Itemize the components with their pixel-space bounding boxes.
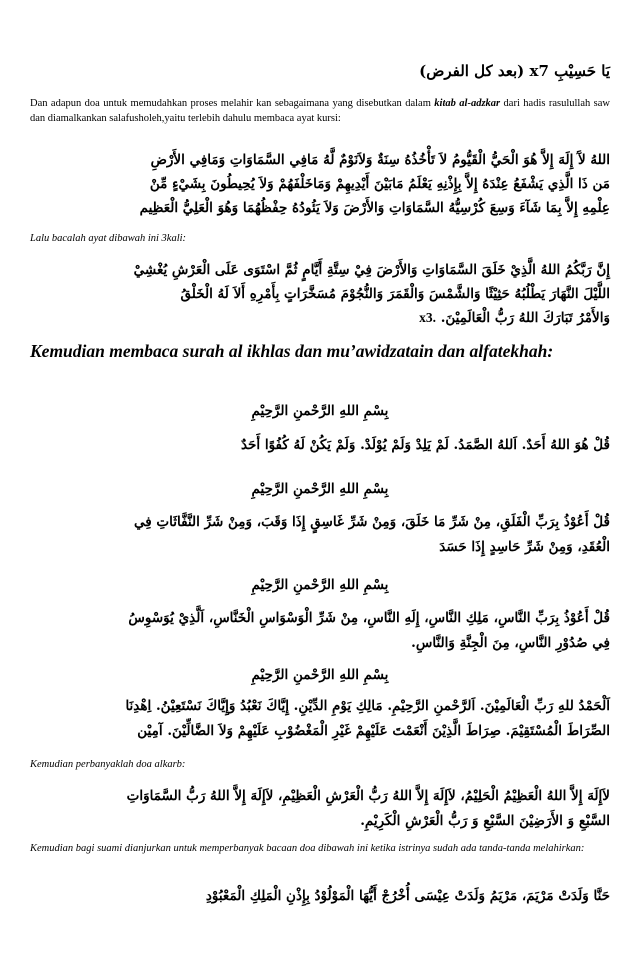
repeat-count-x3: x3. — [419, 310, 436, 325]
basmalah-1: بِسْمِ اللهِ الرَّحْمنِ الرَّحِيْمِ — [251, 403, 389, 419]
ayat-araf-line: إِنَّ رَبَّكُمُ اللهُ الَّذِيْ خَلَقَ السَّمَاوَاتِ وَالأَرْضَ فِيْ سِتَّةِ أَيَّامٍ ثُمَّ اسْتَوَى عَلَى الْعَرْشِ يُغْشِيْ — [133, 262, 610, 278]
section-heading: Kemudian membaca surah al ikhlas dan mu’awidzatain dan alfatekhah: — [30, 341, 554, 361]
ayat-kursi-line: اللهُ لآَ إِلَهَ إِلاَّ هُوَ الْحَيُّ الْقَيُّومُ لاَ تَأْخُذُهُ سِنَةٌ وَلاَنَوْمٌ لَّهُ مَافِي السَّمَاوَاتِ وَمَافِي الأَرْضِ — [150, 152, 610, 168]
surah-falaq-line: قُلْ أَعُوْذُ بِرَبِّ الْفَلَقِ، مِنْ شَرِّ مَا خَلَقَ، وَمِنْ شَرِّ غَاسِقٍ إِذَا وَقَبَ، وَمِنْ شَرِّ النَّفَّاثَاتِ فِي — [134, 514, 610, 530]
surah-fatihah-line: اَلْحَمْدُ للهِ رَبِّ الْعَالَمِيْنَ. اَلرَّحْمنِ الرَّحِيْمِ. مَالِكِ يَوْمِ الدِّيْنِ. إِيَّاكَ نَعْبُدُ وَإِيَّاكَ نَسْتَعِيْنُ. اِهْدِنَا — [125, 698, 610, 714]
doa-karb-line: لاَإِلَهَ إِلاَّ اللهُ الْعَظِيْمُ الْحَلِيْمُ، لاَإِلَهَ إِلاَّ اللهُ رَبُّ الْعَرْشِ الْعَظِيْمِ، لاَإِلَهَ إِلاَّ اللهُ رَبُّ السَّمَاوَاتِ — [126, 788, 610, 804]
ayat-kursi-line: عِلْمِهِ إِلاَّ بِمَا شَآءَ وَسِعَ كُرْسِيُّهُ السَّمَاوَاتِ وَالأَرْضَ وَلاَ يَئُودُهُ حِفْظُهُمَا وَهُوَ الْعَلِيُّ الْعَظِيم — [139, 200, 610, 216]
basmalah-3: بِسْمِ اللهِ الرَّحْمنِ الرَّحِيْمِ — [251, 577, 389, 593]
intro-kitab-name: kitab al-adzkar — [434, 98, 501, 109]
ayat-kursi-block — [30, 148, 610, 220]
instruction-lalu: Lalu bacalah ayat dibawah ini 3kali: — [30, 233, 187, 244]
surah-fatihah — [30, 694, 610, 744]
surah-falaq-line: الْعُقَدِ، وَمِنْ شَرِّ حَاسِدٍ إِذَا حَسَدَ — [439, 539, 610, 555]
doa-title-line: يَا حَسِيْبِ x7 (بعد كل الفرض) — [419, 62, 610, 80]
surah-nas-line: قُلْ أَعُوْذُ بِرَبِّ النَّاسِ، مَلِكِ النَّاسِ، إِلَهِ النَّاسِ، مِنْ شَرِّ الْوَسْوَاسِ الْخَنَّاسِ، اَلَّذِيْ يُوَسْوِسُ — [128, 610, 610, 626]
surah-ikhlas: قُلْ هُوَ اللهُ أَحَدٌ. اَللهُ الصَّمَدُ. لَمْ يَلِدْ وَلَمْ يُوْلَدْ. وَلَمْ يَكُنْ لَهُ كُفُوًا أَحَدٌ — [240, 437, 610, 453]
intro-paragraph — [30, 96, 610, 126]
intro-text-2: dari hadis rasulullah saw dan diamalkankan salafusholeh,yaitu terlebih dahulu membaca ayat kursi: — [30, 98, 611, 124]
doa-suami: حَنَّا وَلَدَتْ مَرْيَمَ، مَرْيَمُ وَلَدَتْ عِيْسَى أُخْرُجْ أَيُّهَا الْمَوْلُوْدُ بِإِذْنِ الْمَلِكِ الْمَعْبُوْدِ — [205, 888, 610, 904]
ayat-araf-line — [30, 306, 610, 330]
surah-nas-line: فِي صُدُوْرِ النَّاسِ، مِنَ الْجِنَّةِ وَالنَّاسِ. — [411, 635, 610, 651]
basmalah-4: بِسْمِ اللهِ الرَّحْمنِ الرَّحِيْمِ — [251, 667, 389, 683]
surah-nas — [30, 606, 610, 656]
doa-karb — [30, 784, 610, 834]
surah-falaq — [30, 510, 610, 560]
surah-fatihah-line: الصِّرَاطَ الْمُسْتَقِيْمَ. صِرَاطَ الَّذِيْنَ أَنْعَمْتَ عَلَيْهِمْ غَيْرِ الْمَغْضُوْبِ عَلَيْهِمْ وَلاَ الضَّالِّيْنَ. آمِيْن — [137, 723, 610, 739]
ayat-kursi-line: مَن ذَا الَّذِي يَشْفَعُ عِنْدَهُ إِلاَّ بِإِذْنِهِ يَعْلَمُ مَابَيْنَ أَيْدِيهِمْ وَمَاخَلْفَهُمْ وَلاَ يُحِيطُونَ بِشَيْءٍ مِّنْ — [149, 176, 610, 192]
instruction-perbanyak: Kemudian perbanyaklah doa alkarb: — [30, 759, 186, 770]
ayat-araf-line: اللَّيْلَ النَّهَارَ يَطْلُبُهُ حَثِيْثًا وَالشَّمْسَ وَالْقَمَرَ وَالنُّجُوْمَ مُسَخَّرَاتٍ بِأَمْرِهِ أَلاَ لَهُ الْخَلْقُ — [180, 286, 610, 302]
ayat-araf-last: وَالأَمْرُ تَبَارَكَ اللهُ رَبُّ الْعَالَمِيْنَ. — [440, 310, 610, 326]
basmalah-2: بِسْمِ اللهِ الرَّحْمنِ الرَّحِيْمِ — [251, 481, 389, 497]
doa-karb-line: السَّبْعِ وَ الأَرَضِيْنَ السَّبْعِ وَ رَبُّ الْعَرْشِ الْكَرِيْمِ. — [360, 813, 610, 829]
intro-text-1: Dan adapun doa untuk memudahkan proses melahir kan sebagaimana yang disebutkan dalam — [30, 98, 435, 109]
ayat-araf-block — [30, 258, 610, 330]
instruction-suami: Kemudian bagi suami dianjurkan untuk memperbanyak bacaan doa dibawah ini ketika istrinya sudah ada tanda-tanda melahirkan: — [30, 843, 585, 854]
